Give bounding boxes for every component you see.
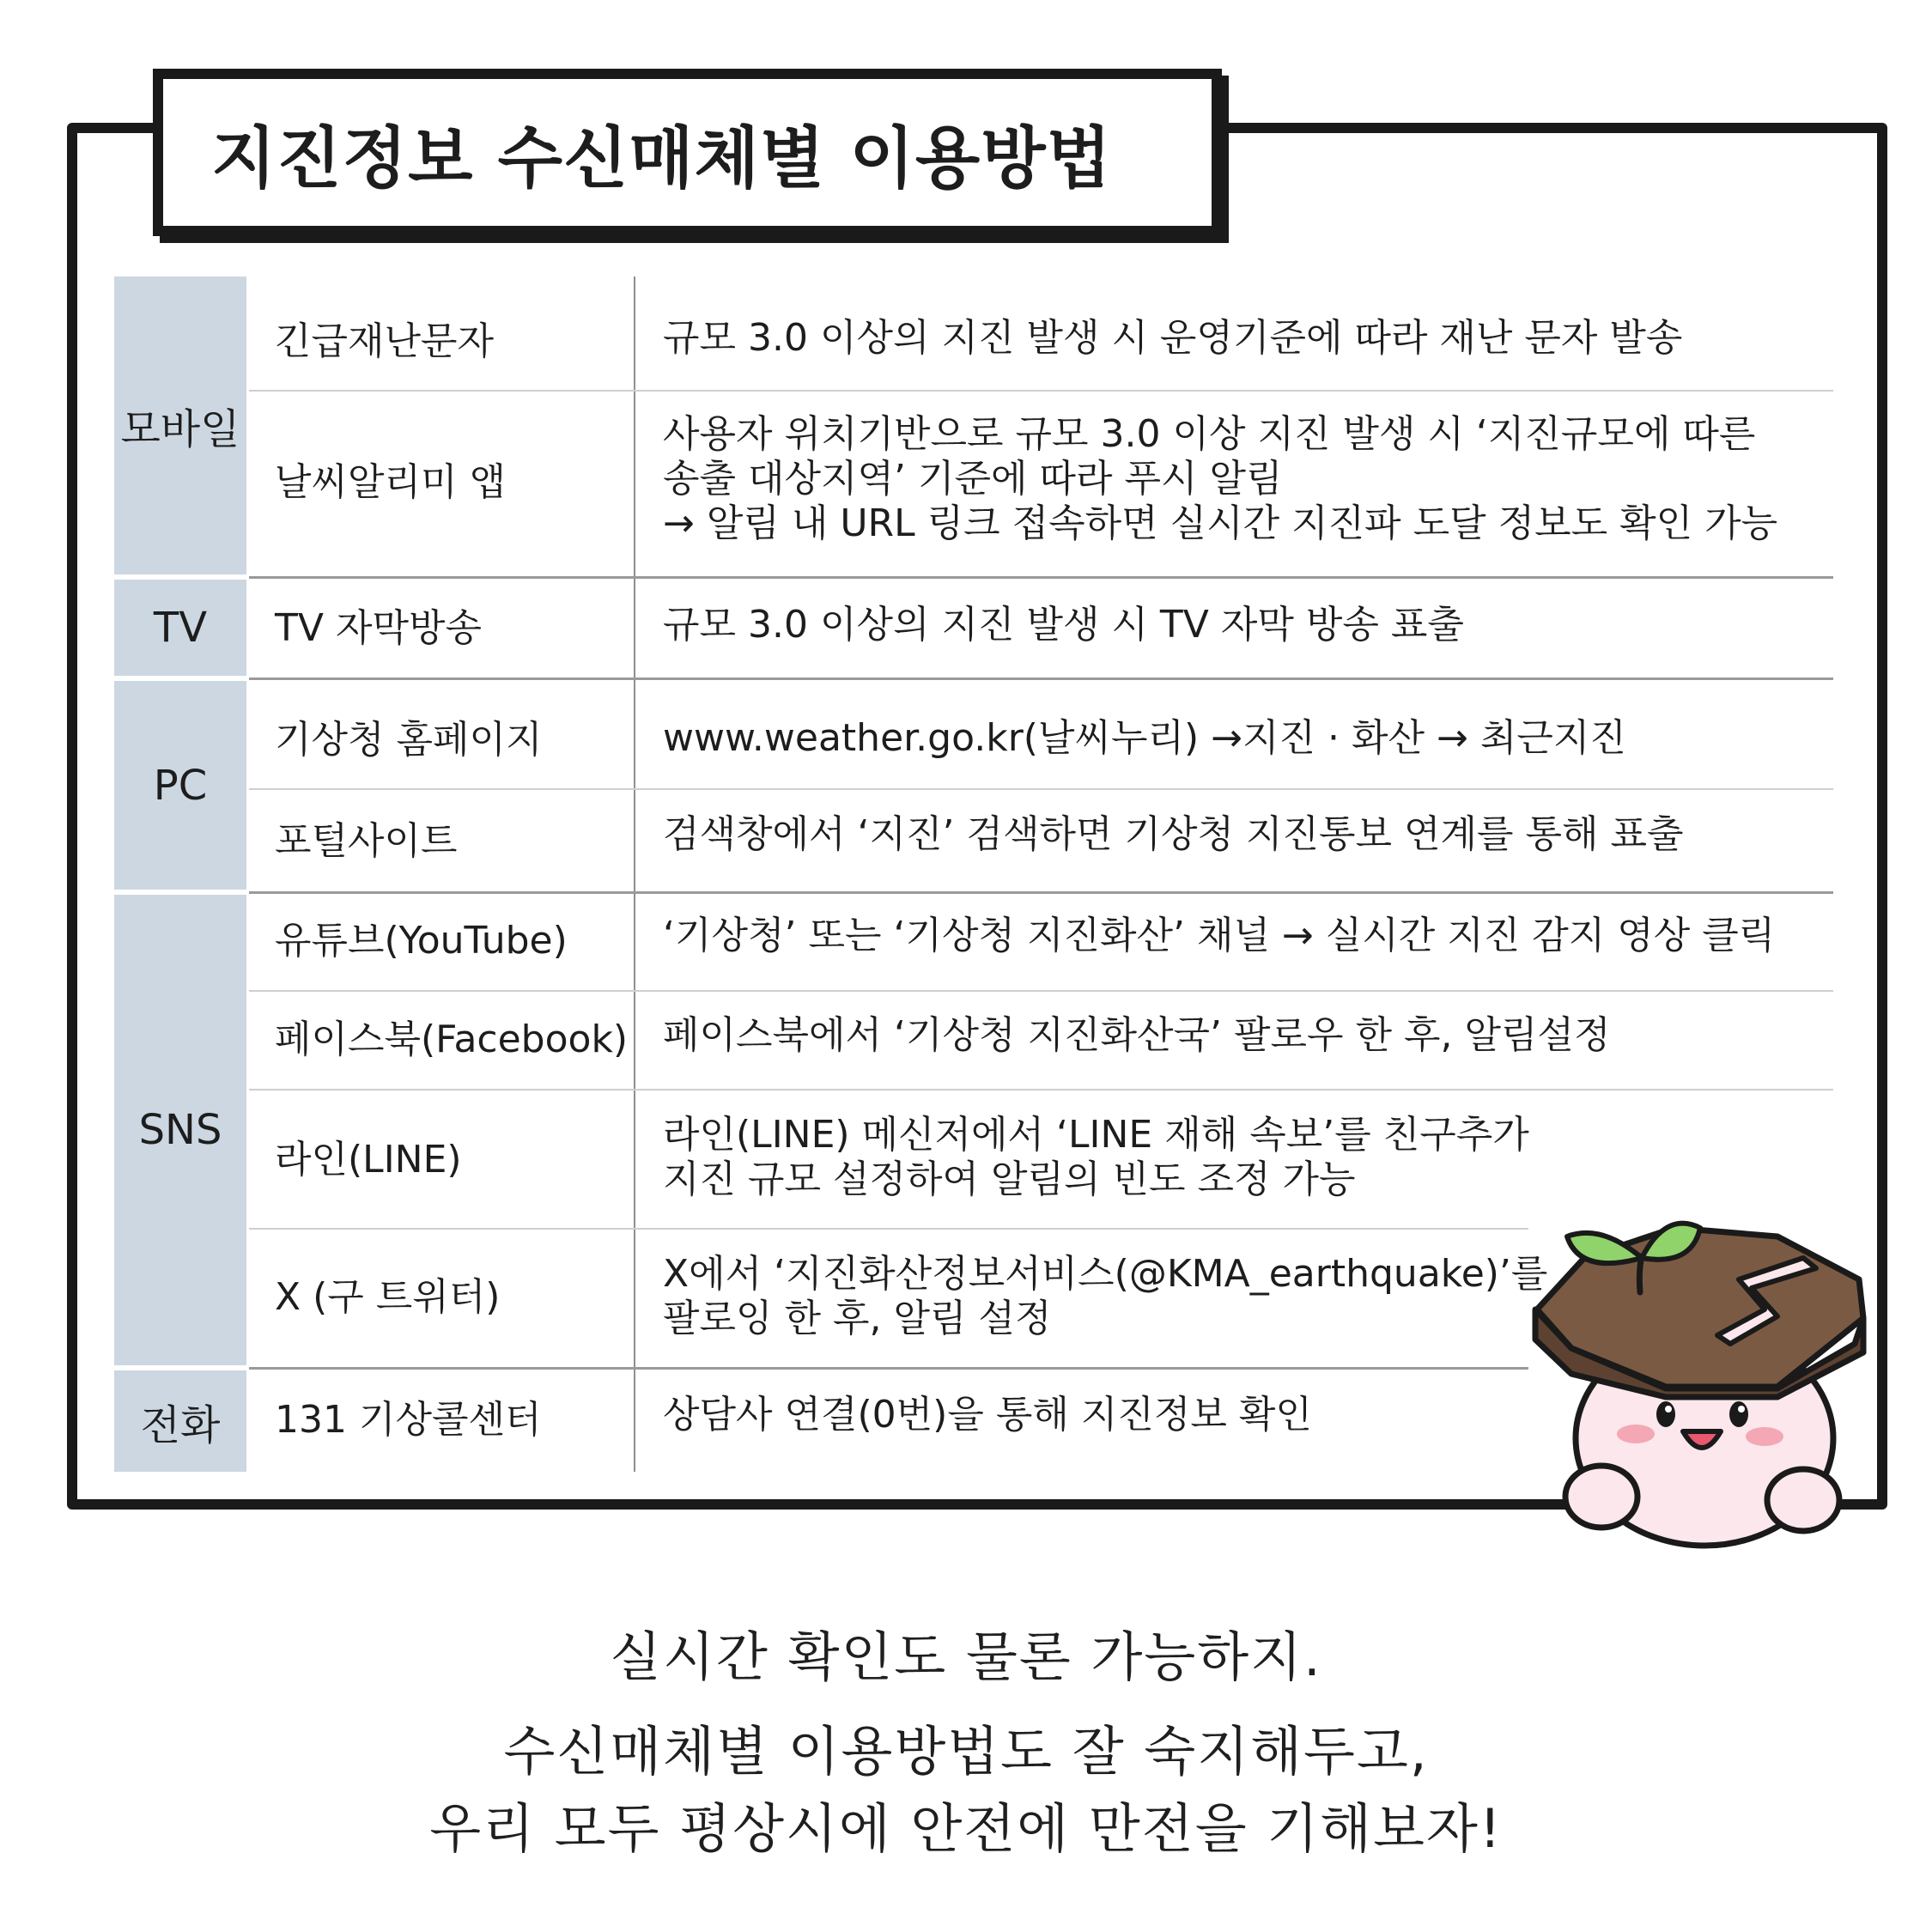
desc-emergency-text xyxy=(663,316,1682,361)
desc-portal-site xyxy=(663,812,1683,857)
desc-line: 사용자 위치기반으로 규모 3.0 이상 지진 발생 시 ‘지진규모에 따른 xyxy=(663,412,1756,456)
category-mobile xyxy=(114,276,246,574)
footer-line-2: 수신매체별 이용방법도 잘 숙지해두고, xyxy=(503,1720,1429,1783)
desc-youtube xyxy=(663,914,1775,958)
medium-youtube: 유튜브(YouTube) xyxy=(275,919,568,963)
earthquake-mascot-icon xyxy=(1520,1189,1880,1550)
medium-portal-site: 포털사이트 xyxy=(275,819,458,863)
category-label: 전화 xyxy=(140,1400,221,1449)
medium-x-twitter: X (구 트위터) xyxy=(275,1275,501,1319)
column-divider xyxy=(634,276,635,1472)
desc-weather-app xyxy=(663,412,1777,546)
category-label: 모바일 xyxy=(120,405,240,453)
group-divider xyxy=(249,677,1833,680)
page-title: 지진정보 수신매체별 이용방법 xyxy=(211,119,1112,197)
category-tv xyxy=(114,580,246,676)
row-divider xyxy=(249,990,1833,992)
desc-line: 지진 규모 설정하여 알림의 빈도 조정 가능 xyxy=(663,1157,1356,1201)
row-divider xyxy=(249,1089,1833,1091)
desc-line: 검색창에서 ‘지진’ 검색하면 기상청 지진통보 연계를 통해 표출 xyxy=(663,812,1684,856)
group-divider xyxy=(249,576,1833,579)
medium-line: 라인(LINE) xyxy=(275,1138,462,1182)
medium-facebook: 페이스북(Facebook) xyxy=(275,1018,629,1061)
desc-line: 상담사 연결(0번)을 통해 지진정보 확인 xyxy=(663,1393,1312,1437)
category-label: PC xyxy=(153,761,208,810)
category-pc xyxy=(114,681,246,890)
desc-line: www.weather.go.kr(날씨누리) →지진 · 화산 → 최근지진 xyxy=(663,716,1626,760)
desc-x-twitter xyxy=(663,1252,1547,1341)
medium-tv-caption: TV 자막방송 xyxy=(275,606,482,650)
footer-line-3: 우리 모두 평상시에 안전에 만전을 기해보자! xyxy=(429,1797,1503,1860)
group-divider xyxy=(249,891,1833,894)
desc-line: X에서 ‘지진화산정보서비스(@KMA_earthquake)’를 xyxy=(663,1252,1548,1296)
category-label: SNS xyxy=(138,1106,222,1154)
desc-line: → 알림 내 URL 링크 접속하면 실시간 지진파 도달 정보도 확인 가능 xyxy=(663,501,1778,545)
desc-line: 규모 3.0 이상의 지진 발생 시 운영기준에 따라 재난 문자 발송 xyxy=(663,316,1683,360)
footer-line-1: 실시간 확인도 물론 가능하지. xyxy=(610,1625,1322,1688)
desc-line: 라인(LINE) 메신저에서 ‘LINE 재해 속보’를 친구추가 xyxy=(663,1113,1529,1157)
row-divider xyxy=(249,390,1833,392)
category-phone xyxy=(114,1370,246,1472)
desc-line: 규모 3.0 이상의 지진 발생 시 TV 자막 방송 표출 xyxy=(663,603,1464,647)
medium-kma-homepage: 기상청 홈페이지 xyxy=(275,718,543,762)
row-divider xyxy=(249,1228,1528,1230)
desc-facebook xyxy=(663,1013,1610,1058)
desc-line: 팔로잉 한 후, 알림 설정 xyxy=(663,1297,1052,1340)
desc-line-messenger xyxy=(663,1113,1529,1202)
medium-emergency-text: 긴급재난문자 xyxy=(275,319,495,363)
desc-call-center xyxy=(663,1393,1312,1437)
row-divider xyxy=(249,788,1833,790)
desc-line: ‘기상청’ 또는 ‘기상청 지진화산’ 채널 → 실시간 지진 감지 영상 클릭 xyxy=(663,914,1776,957)
title-box xyxy=(153,69,1222,236)
desc-kma-homepage xyxy=(663,716,1626,761)
category-sns xyxy=(114,895,246,1365)
group-divider xyxy=(249,1367,1528,1370)
desc-line: 페이스북에서 ‘기상청 지진화산국’ 팔로우 한 후, 알림설정 xyxy=(663,1013,1611,1057)
medium-weather-app: 날씨알리미 앱 xyxy=(275,460,507,504)
desc-tv-caption xyxy=(663,603,1464,647)
medium-call-center: 131 기상콜센터 xyxy=(275,1398,542,1442)
category-label: TV xyxy=(153,604,208,652)
desc-line: 송출 대상지역’ 기준에 따라 푸시 알림 xyxy=(663,457,1283,501)
